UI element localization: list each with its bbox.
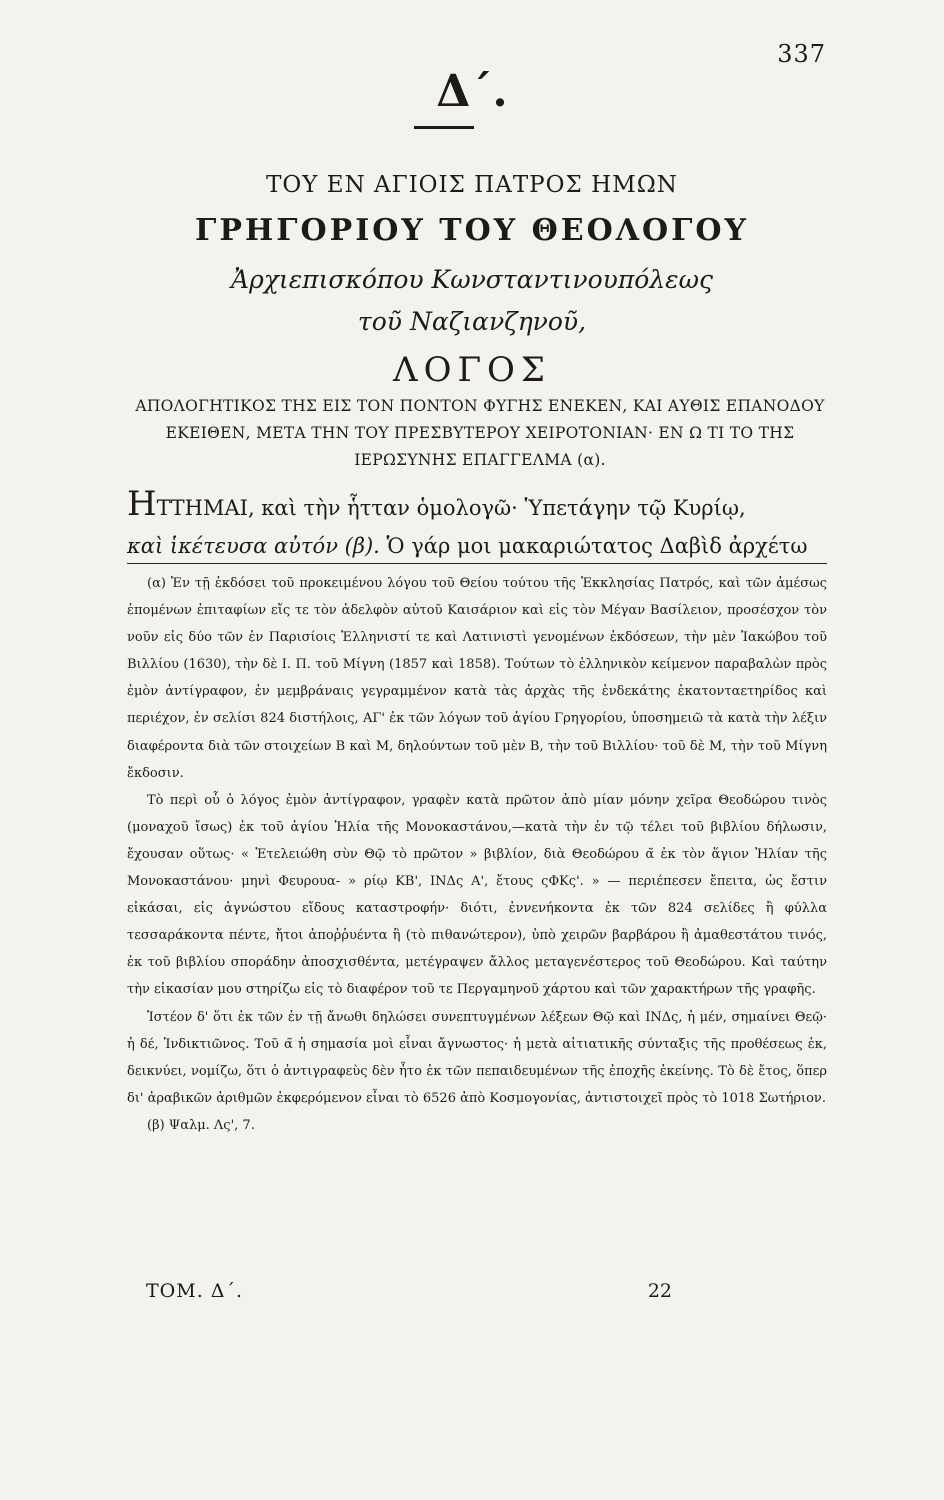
body-line-2 [127,527,827,565]
heading-archbishop: Ἀρχιεπισκόπου Κωνσταντινουπόλεως [231,265,713,294]
drop-initial: Η [127,484,157,524]
volume-signature: ΤΟΜ. Δ΄. [146,1280,244,1302]
oration-opening-text [127,485,827,565]
footnotes [127,570,827,1139]
footnote-a-paragraph-3: Ἰστέον δ' ὅτι ἐκ τῶν ἐν τῇ ἄνωθι δηλώσει συνεπτυγμένων λέξεων Θῷ καὶ ΙΝΔς, ἡ μέν, σημαίνει Θεῷ· ἡ δέ, Ἰνδικτιῶνος. Τοῦ α̃ ἡ σημασία μοὶ εἶναι ἄγνωστος· ἡ μετὰ αἰτιατικῆς σύνταξις τῆς προθέσεως ἐκ, δεικνύει, νομίζω, ὅτι ὁ ἀντιγραφεὺς δὲν ἦτο ἐκ τῶν πεπαιδευμένων τῆς ἐποχῆς ἐκείνης. Τὸ δὲ ἔτος, ὅπερ δι' ἀραβικῶν ἀριθμῶν ἐκφερόμενον εἶναι τὸ 6526 ἀπὸ Κοσμογονίας, ἀντιστοιχεῖ πρὸς τὸ 1018 Σωτήριον. [127,1009,827,1106]
footnote-a-paragraph-2: Τὸ περὶ οὗ ὁ λόγος ἐμὸν ἀντίγραφον, γραφὲν κατὰ πρῶτον ἀπὸ μίαν μόνην χεῖρα Θεοδώρου τινὸς (μοναχοῦ ἴσως) ἐκ τοῦ ἁγίου Ἠλία τῆς Μονοκαστάνου,—κατὰ τὴν ἐν τῷ τέλει τοῦ βιβλίου δήλωσιν, ἔχουσαν οὕτως· « Ἐτελειώθη σὺν Θῷ τὸ πρῶτον » βιβλίον, διὰ Θεοδώρου α̃ ἐκ τὸν ἅγιον Ἠλίαν τῆς Μονοκαστάνου· μηνὶ Φευρουα- » ρίῳ ΚΒ', ΙΝΔς Α', ἔτους ςΦΚς'. » — περιέπεσεν ἔπειτα, ὡς ἔστιν εἰκάσαι, εἰς ἀγνώστου εἴδους καταστροφήν· διότι, ἐννενήκοντα ἐκ τῶν 824 σελίδες ἢ φύλλα τεσσαράκοντα πέντε, ἤτοι ἀποῤῥυέντα ἢ (τὸ πιθανώτερον), ὑπὸ χειρῶν βαρβάρου ἢ ἀμαθεστάτου τινός, ἐκ τοῦ βιβλίου σποράδην ἀποσχισθέντα, μετέγραψεν ἄλλος μεταγενέστερος τοῦ Θεοδώρου. Καὶ ταύτην τὴν εἰκασίαν μου στηρίζω εἰς τὸ διαφέρον τοῦ τε Περγαμηνοῦ χάρτου καὶ τῶν χαρακτήρων τῆς γραφῆς. [127,792,827,998]
body-line-2-italic: καὶ ἱκέτευσα αὐτόν (β). [127,534,380,558]
oration-subtitle: ΑΠΟΛΟΓΗΤΙΚΟΣ ΤΗΣ ΕΙΣ ΤΟΝ ΠΟΝΤΟΝ ΦΥΓΗΣ ΕΝΕΚΕΝ, ΚΑΙ ΑΥΘΙΣ ΕΠΑΝΟΔΟΥ ΕΚΕΙΘΕΝ, ΜΕΤΑ ΤΗΝ ΤΟΥ ΠΡΕΣΒΥΤΕΡΟΥ ΧΕΙΡΟΤΟΝΙΑΝ· ΕΝ Ω ΤΙ ΤΟ ΤΗΣ ΙΕΡΩΣΥΝΗΣ ΕΠΑΓΓΕΛΜΑ (α). [135,397,825,469]
heading-logos: ΛΟΓΟΣ [393,350,551,390]
book-letter-mark: Δ΄. [436,66,508,117]
footnote-divider [127,563,827,564]
body-line-1-text: ΤΤΗΜΑΙ, καὶ τὴν ἧτταν ὁμολογῶ· Ὑπετάγην τῷ Κυρίῳ, [156,496,746,520]
heading-author-name: ΓΡΗΓΟΡΙΟΥ ΤΟΥ ΘΕΟΛΟΓΟΥ [195,213,749,248]
footnote-a-paragraph-1: (α) Ἐν τῇ ἐκδόσει τοῦ προκειμένου λόγου τοῦ Θείου τούτου τῆς Ἐκκλησίας Πατρός, καὶ τῶν ἀμέσως ἑπομένων ἐπιταφίων εἴς τε τὸν ἀδελφὸν αὐτοῦ Καισάριον καὶ εἰς τὸν Μέγαν Βασίλειον, προσέσχον τὸν νοῦν εἰς δύο τῶν ἐν Παρισίοις Ἑλληνιστί τε καὶ Λατινιστὶ γενομένων ἐκδόσεων, τὴν μὲν Ἰακώβου τοῦ Βιλλίου (1630), τὴν δὲ Ι. Π. τοῦ Μίγνη (1857 καὶ 1858). Τούτων τὸ ἑλληνικὸν κείμενον παραβαλὼν πρὸς ἐμὸν ἀντίγραφον, ἐν μεμβράναις γεγραμμένον κατὰ τὰς ἀρχὰς τῆς ἑνδεκάτης ἑκατονταετηρίδος καὶ περιέχον, ἐν σελίσι 824 διστήλοις, ΑΓ' ἐκ τῶν λόγων τοῦ ἁγίου Γρηγορίου, ὑποσημειῶ τὰ κατὰ τὴν λέξιν διαφέροντα διὰ τῶν στοιχείων Β καὶ Μ, δηλούντων τοῦ μὲν Β, τὴν τοῦ Βιλλίου· τοῦ δὲ Μ, τὴν τοῦ Μίγνη ἔκδοσιν. [127,576,827,781]
body-line-2-text: Ὁ γάρ μοι μακαριώτατος Δαβὶδ ἀρχέτω [379,534,808,558]
footnote-b: (β) Ψαλμ. Λς', 7. [147,1117,255,1133]
heading-nazianzus: τοῦ Ναζιανζηνοῦ, [357,307,587,336]
ornamental-rule [414,126,474,129]
page-number: 337 [777,40,826,68]
body-line-1 [127,485,827,527]
gathering-number: 22 [647,1280,672,1302]
heading-saint-title: ΤΟΥ ΕΝ ΑΓΙΟΙΣ ΠΑΤΡΟΣ ΗΜΩΝ [266,172,678,198]
